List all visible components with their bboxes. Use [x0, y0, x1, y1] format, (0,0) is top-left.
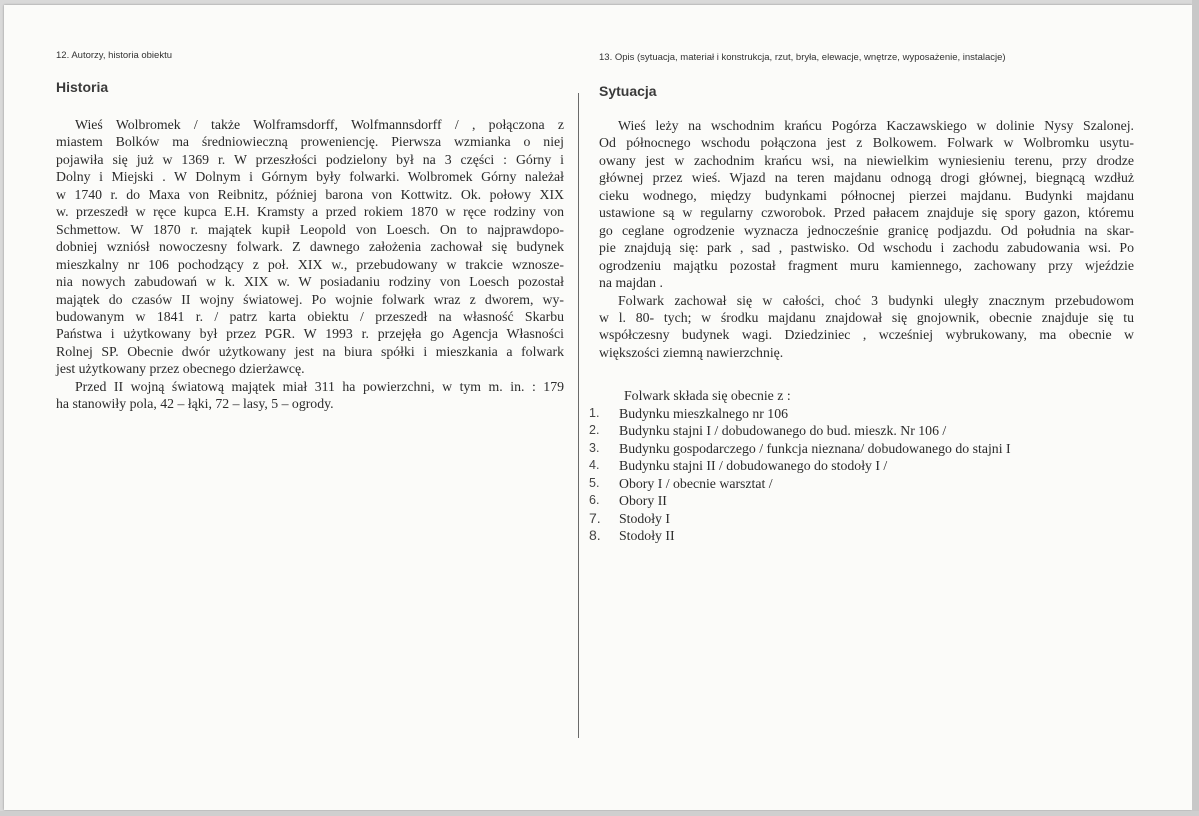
text-line: pie znajdują się: park , sad , pastwisko. Od wschodu i zachodu zabudowania wsi. Po [599, 240, 1134, 256]
situation-text [599, 117, 1134, 361]
text-line: majątek do czasów II wojny światowej. Po wojnie folwark wraz z dworem, wy- [56, 291, 564, 307]
list-number: 1. [589, 405, 600, 420]
text-line: jest użytkowany przez obecnego dzierżawcę. [56, 361, 305, 377]
list-item-text: Obory I / obecnie warsztat / [619, 475, 773, 491]
text-line: mieszkalny nr 106 pochodzący z poł. XIX w., przebudowany w trakcie wznosze- [56, 256, 564, 272]
list-number: 3. [589, 440, 600, 455]
text-line: ogrodzeniu majątku pozostał fragment muru kamiennego, zachowany przy wjeździe [599, 257, 1134, 273]
list-item [589, 492, 1134, 509]
text-line: większości ziemną nawierzchnię. [599, 344, 784, 360]
list-number: 6. [589, 493, 600, 508]
text-line: ha stanowiły pola, 42 – łąki, 72 – lasy, 5 – ogrody. [56, 396, 334, 412]
description-column [589, 52, 1134, 544]
text-line: go ceglane ogrodzenie wyznacza jednocześnie granicę podjazdu. Od południa na skar- [599, 222, 1134, 238]
list-item [589, 475, 1134, 492]
text-line: na majdan . [599, 275, 663, 291]
buildings-list [589, 405, 1134, 545]
text-line: dobniej wzniósł nowoczesny folwark. Z dawnego założenia zachował się budynek [56, 239, 564, 255]
buildings-list-intro: Folwark składa się obecnie z : [624, 388, 791, 404]
list-number: 8. [589, 526, 601, 543]
list-item-text: Stodoły II [619, 527, 675, 543]
list-item [589, 422, 1134, 439]
text-line: cieku wodnego, między budynkami północnej pierzei majdanu. Budynki majdanu [599, 187, 1134, 203]
list-item-text: Budynku gospodarczego / funkcja nieznana/ dobudowanego do stajni I [619, 440, 1011, 456]
text-line: w. przeszedł w ręce kupca E.H. Kramsty a przed rokiem 1870 w ręce rodziny von [56, 204, 564, 220]
text-line: budowanym w 1841 r. / patrz karta obiektu / przeszedł na własność Skarbu [56, 308, 564, 324]
list-item-text: Obory II [619, 493, 667, 509]
list-item [589, 405, 1134, 422]
history-heading: Historia [56, 79, 109, 95]
list-item [589, 440, 1134, 457]
list-item [589, 510, 1134, 527]
list-item-text: Budynku stajni II / dobudowanego do stodoły I / [619, 458, 888, 474]
text-line: Rolnej SP. Obecnie dwór użytkowany jest na biura spółki i mieszkania a folwark [56, 343, 564, 359]
text-line: Wieś leży na wschodnim krańcu Pogórza Kaczawskiego w dolinie Nysy Szalonej. [618, 118, 1134, 133]
text-line: nia nowych zabudowań w k. XIX w. W posiadaniu rodziny von Loesch pozostał [56, 274, 564, 290]
list-item [589, 527, 1134, 544]
history-paragraph [56, 378, 564, 413]
text-line: ustawione są w regularny czworobok. Przed pałacem znajduje się spory gazon, któremu [599, 205, 1134, 221]
text-line: głównej przez wieś. Wjazd na teren majdanu odnogą drogi głównej, biegnącą wzdłuż [599, 170, 1134, 186]
text-line: Przed II wojną światową majątek miał 311 ha powierzchni, w tym m. in. : 179 [75, 378, 564, 394]
section-label-history: 12. Autorzy, historia obiektu [56, 50, 172, 61]
scan-edge-right [1192, 0, 1199, 816]
text-line: Schmettow. W 1870 r. majątek kupił Leopold von Loesch. On to najprawdopo- [56, 221, 564, 237]
list-number: 4. [589, 458, 600, 473]
column-divider [578, 93, 579, 738]
section-label-description: 13. Opis (sytuacja, materiał i konstrukcja, rzut, bryła, elewacje, wnętrze, wyposażenie, instalacje) [599, 52, 1006, 63]
text-line: miastem Bolków ma średniowieczną proweniencję. Pierwsza wzmianka o niej [56, 134, 564, 150]
list-number: 2. [589, 423, 600, 438]
text-line: w 1740 r. do Maxa von Reibnitz, później barona von Kottwitz. Ok. połowy XIX [56, 186, 564, 202]
situation-paragraph [599, 117, 1134, 292]
history-text [56, 116, 564, 413]
history-paragraph [56, 116, 564, 378]
text-line: pojawiła się już w 1369 r. W przeszłości podzielony był na 3 części : Górny i [56, 151, 564, 167]
text-line: współczesny budynek wagi. Dziedziniec , wcześniej wybrukowany, ma obecnie w [599, 327, 1134, 343]
text-line: Wieś Wolbromek / także Wolframsdorff, Wolfmannsdorff / , połączona z [75, 117, 564, 132]
text-line: owany jest w zachodnim krańcu wsi, na niewielkim wyniesieniu terenu, przy drodze [599, 152, 1134, 168]
list-item-text: Budynku stajni I / dobudowanego do bud. mieszk. Nr 106 / [619, 423, 947, 439]
history-column [56, 50, 564, 413]
text-line: Dolny i Miejski . W Dolnym i Górnym były folwarki. Wolbromek Górny należał [56, 169, 564, 185]
situation-heading: Sytuacja [599, 83, 657, 99]
text-line: Folwark zachował się w całości, choć 3 budynki uległy znacznym przebudowom [618, 292, 1134, 308]
list-number: 7. [589, 509, 601, 526]
situation-paragraph [599, 292, 1134, 362]
list-number: 5. [589, 475, 600, 490]
document-page [4, 5, 1192, 810]
text-line: Od północnego wschodu połączona jest z Bolkowem. Folwark w Wolbromku usytu- [599, 135, 1134, 151]
text-line: w l. 80- tych; w środku majdanu znajdował się gnojownik, obecnie znajduje się tu [599, 309, 1134, 325]
list-item-text: Stodoły I [619, 510, 670, 526]
text-line: Państwa i użytkowany był przez PGR. W 1993 r. przejęła go Agencja Własności [56, 326, 564, 342]
list-item-text: Budynku mieszkalnego nr 106 [619, 405, 788, 421]
scan-edge-bottom [0, 811, 1199, 816]
list-item [589, 457, 1134, 474]
